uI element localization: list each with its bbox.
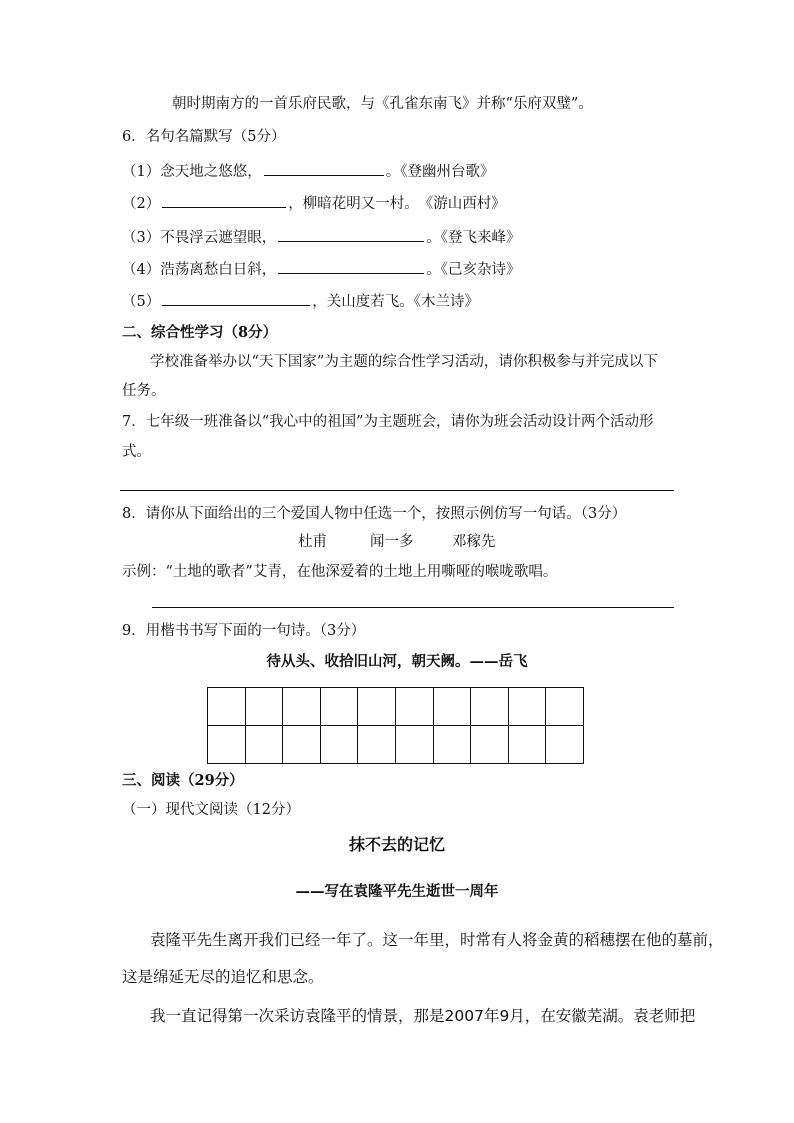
q6-item-before: 浩荡离愁白日斜， (160, 262, 277, 278)
q8-example: 示例：“土地的歌者”艾青，在他深爱着的土地上用嘶哑的喉咙歌唱。 (122, 564, 558, 580)
q6-item-2 (122, 193, 506, 214)
answer-blank[interactable] (162, 193, 286, 208)
grid-cell[interactable] (508, 726, 546, 764)
q7-answer-line[interactable] (120, 490, 674, 491)
grid-cell[interactable] (433, 688, 471, 726)
grid-row (208, 688, 584, 726)
q6-item-num: （3） (122, 230, 161, 246)
answer-blank[interactable] (162, 291, 310, 306)
q9-title: 9．用楷书书写下面的一句诗。（3分） (122, 623, 366, 639)
grid-cell[interactable] (471, 688, 509, 726)
q6-item-4 (122, 259, 520, 280)
q7-line2: 式。 (122, 444, 151, 460)
grid-row (208, 726, 584, 764)
grid-cell[interactable] (546, 726, 584, 764)
answer-blank[interactable] (264, 161, 384, 176)
q6-item-after: 。《己亥杂诗》 (426, 262, 521, 278)
q8-name-dengjiaxian: 邓稼先 (452, 534, 496, 550)
grid-cell[interactable] (395, 688, 433, 726)
q6-item-after: ，关山度若飞。《木兰诗》 (312, 294, 479, 310)
section-3-heading: 三、阅读（29分） (122, 772, 244, 789)
q6-item-3 (122, 227, 520, 248)
grid-cell[interactable] (208, 726, 246, 764)
grid-cell[interactable] (208, 688, 246, 726)
q8-name-dufu: 杜甫 (298, 534, 327, 550)
section-2-intro-line2: 任务。 (122, 383, 166, 399)
writing-grid (207, 687, 584, 764)
answer-blank[interactable] (278, 259, 424, 274)
q9-poem: 待从头、收拾旧山河，朝天阙。——岳飞 (266, 653, 528, 670)
q6-item-before: 不畏浮云遮望眼， (160, 230, 277, 246)
grid-cell[interactable] (245, 688, 283, 726)
grid-cell[interactable] (283, 688, 321, 726)
answer-blank[interactable] (278, 227, 424, 242)
grid-cell[interactable] (508, 688, 546, 726)
grid-cell[interactable] (358, 688, 396, 726)
q6-item-after: ，柳暗花明又一村。 《游山西村》 (288, 196, 506, 212)
intro-line: 朝时期南方的一首乐府民歌，与《孔雀东南飞》并称“乐府双璧”。 (172, 96, 593, 112)
q6-item-after: 。《登幽州台歌》 (385, 164, 495, 180)
grid-cell[interactable] (546, 688, 584, 726)
grid-cell[interactable] (433, 726, 471, 764)
grid-cell[interactable] (320, 688, 358, 726)
article-title: 抹不去的记忆 (348, 835, 445, 854)
grid-cell[interactable] (320, 726, 358, 764)
q8-title: 8．请你从下面给出的三个爱国人物中任选一个，按照示例仿写一句话。（3分） (122, 506, 627, 522)
grid-cell[interactable] (358, 726, 396, 764)
section-2-heading: 二、综合性学习（8分） (122, 324, 278, 341)
q6-item-after: 。《登飞来峰》 (426, 230, 521, 246)
q8-answer-line[interactable] (152, 607, 674, 608)
q6-title: 6．名句名篇默写（5分） (122, 129, 286, 145)
section-2-intro-line1: 学校准备举办以“天下国家”为主题的综合性学习活动，请你积极参与并完成以下 (150, 354, 658, 370)
article-p1-line2: 这是绵延无尽的追忆和思念。 (122, 968, 324, 986)
article-subtitle: ——写在袁隆平先生逝世一周年 (295, 884, 499, 900)
q6-item-num: （2） (122, 196, 161, 212)
q6-item-5 (122, 291, 479, 312)
article-p1-line1: 袁隆平先生离开我们已经一年了。这一年里，时常有人将金黄的稻穗摆在他的墓前， (150, 931, 724, 949)
q6-item-1 (122, 161, 494, 182)
grid-cell[interactable] (471, 726, 509, 764)
grid-cell[interactable] (283, 726, 321, 764)
grid-cell[interactable] (395, 726, 433, 764)
q6-item-before: 念天地之悠悠， (160, 164, 262, 180)
section-3-sub: （一）现代文阅读（12分） (122, 802, 300, 818)
grid-cell[interactable] (245, 726, 283, 764)
article-p2-line1: 我一直记得第一次采访袁隆平的情景，那是2007年9月，在安徽芜湖。袁老师把 (150, 1007, 696, 1025)
q6-item-num: （5） (122, 294, 161, 310)
q8-name-wenyiduo: 闻一多 (370, 534, 414, 550)
q7-line1: 7．七年级一班准备以“我心中的祖国”为主题班会，请你为班会活动设计两个活动形 (122, 414, 654, 430)
q6-item-num: （4） (122, 262, 161, 278)
q6-item-num: （1） (122, 164, 161, 180)
